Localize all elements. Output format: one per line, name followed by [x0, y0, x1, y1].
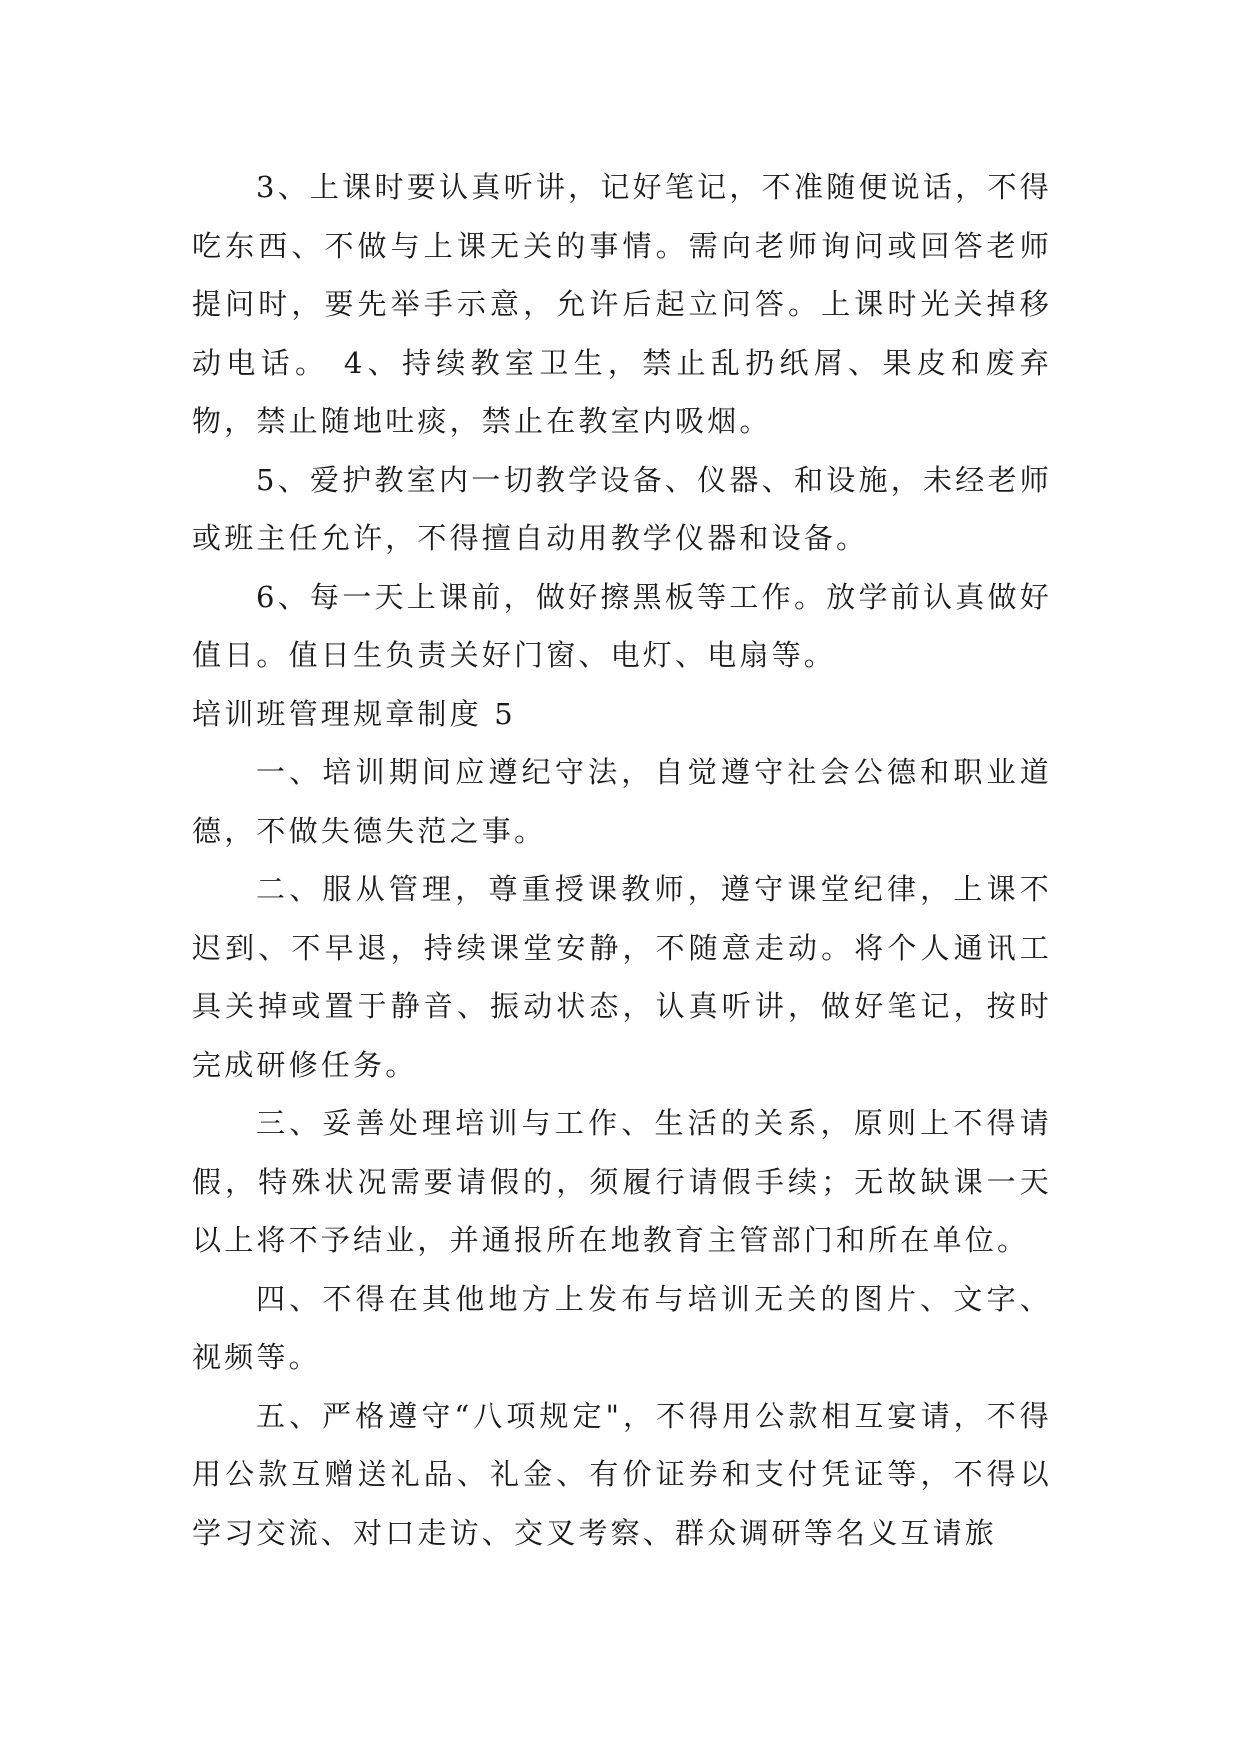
paragraph-rule-3-4: 3、上课时要认真听讲，记好笔记，不准随便说话，不得吃东西、不做与上课无关的事情。需向老师询问或回答老师提问时，要先举手示意，允许后起立问答。上课时光关掉移动电话。 4、持续教室卫生，禁止乱扔纸屑、果皮和废弃物，禁止随地吐痰，禁止在教室内吸烟。 — [192, 170, 1052, 438]
paragraph-item-4: 四、不得在其他地方上发布与培训无关的图片、文字、视频等。 — [192, 1281, 1052, 1374]
paragraph-item-2: 二、服从管理，尊重授课教师，遵守课堂纪律，上课不迟到、不早退，持续课堂安静，不随意走动。将个人通讯工具关掉或置于静音、振动状态，认真听讲，做好笔记，按时完成研修任务。 — [192, 872, 1052, 1082]
paragraph-item-5: 五、严格遵守“八项规定"，不得用公款相互宴请，不得用公款互赠送礼品、礼金、有价证券和支付凭证等，不得以学习交流、对口走访、交叉考察、群众调研等名义互请旅 — [192, 1398, 1052, 1550]
paragraph-item-1: 一、培训期间应遵纪守法，自觉遵守社会公德和职业道德，不做失德失范之事。 — [192, 755, 1052, 848]
document-body — [192, 158, 1052, 1562]
paragraph-rule-5: 5、爱护教室内一切教学设备、仪器、和设施，未经老师或班主任允许，不得擅自动用教学仪器和设备。 — [192, 462, 1052, 555]
section-heading: 培训班管理规章制度 5 — [192, 696, 516, 731]
paragraph-rule-6: 6、每一天上课前，做好擦黑板等工作。放学前认真做好值日。值日生负责关好门窗、电灯、电扇等。 — [192, 579, 1052, 672]
paragraph-item-3: 三、妥善处理培训与工作、生活的关系，原则上不得请假，特殊状况需要请假的，须履行请假手续；无故缺课一天以上将不予结业，并通报所在地教育主管部门和所在单位。 — [192, 1106, 1052, 1257]
